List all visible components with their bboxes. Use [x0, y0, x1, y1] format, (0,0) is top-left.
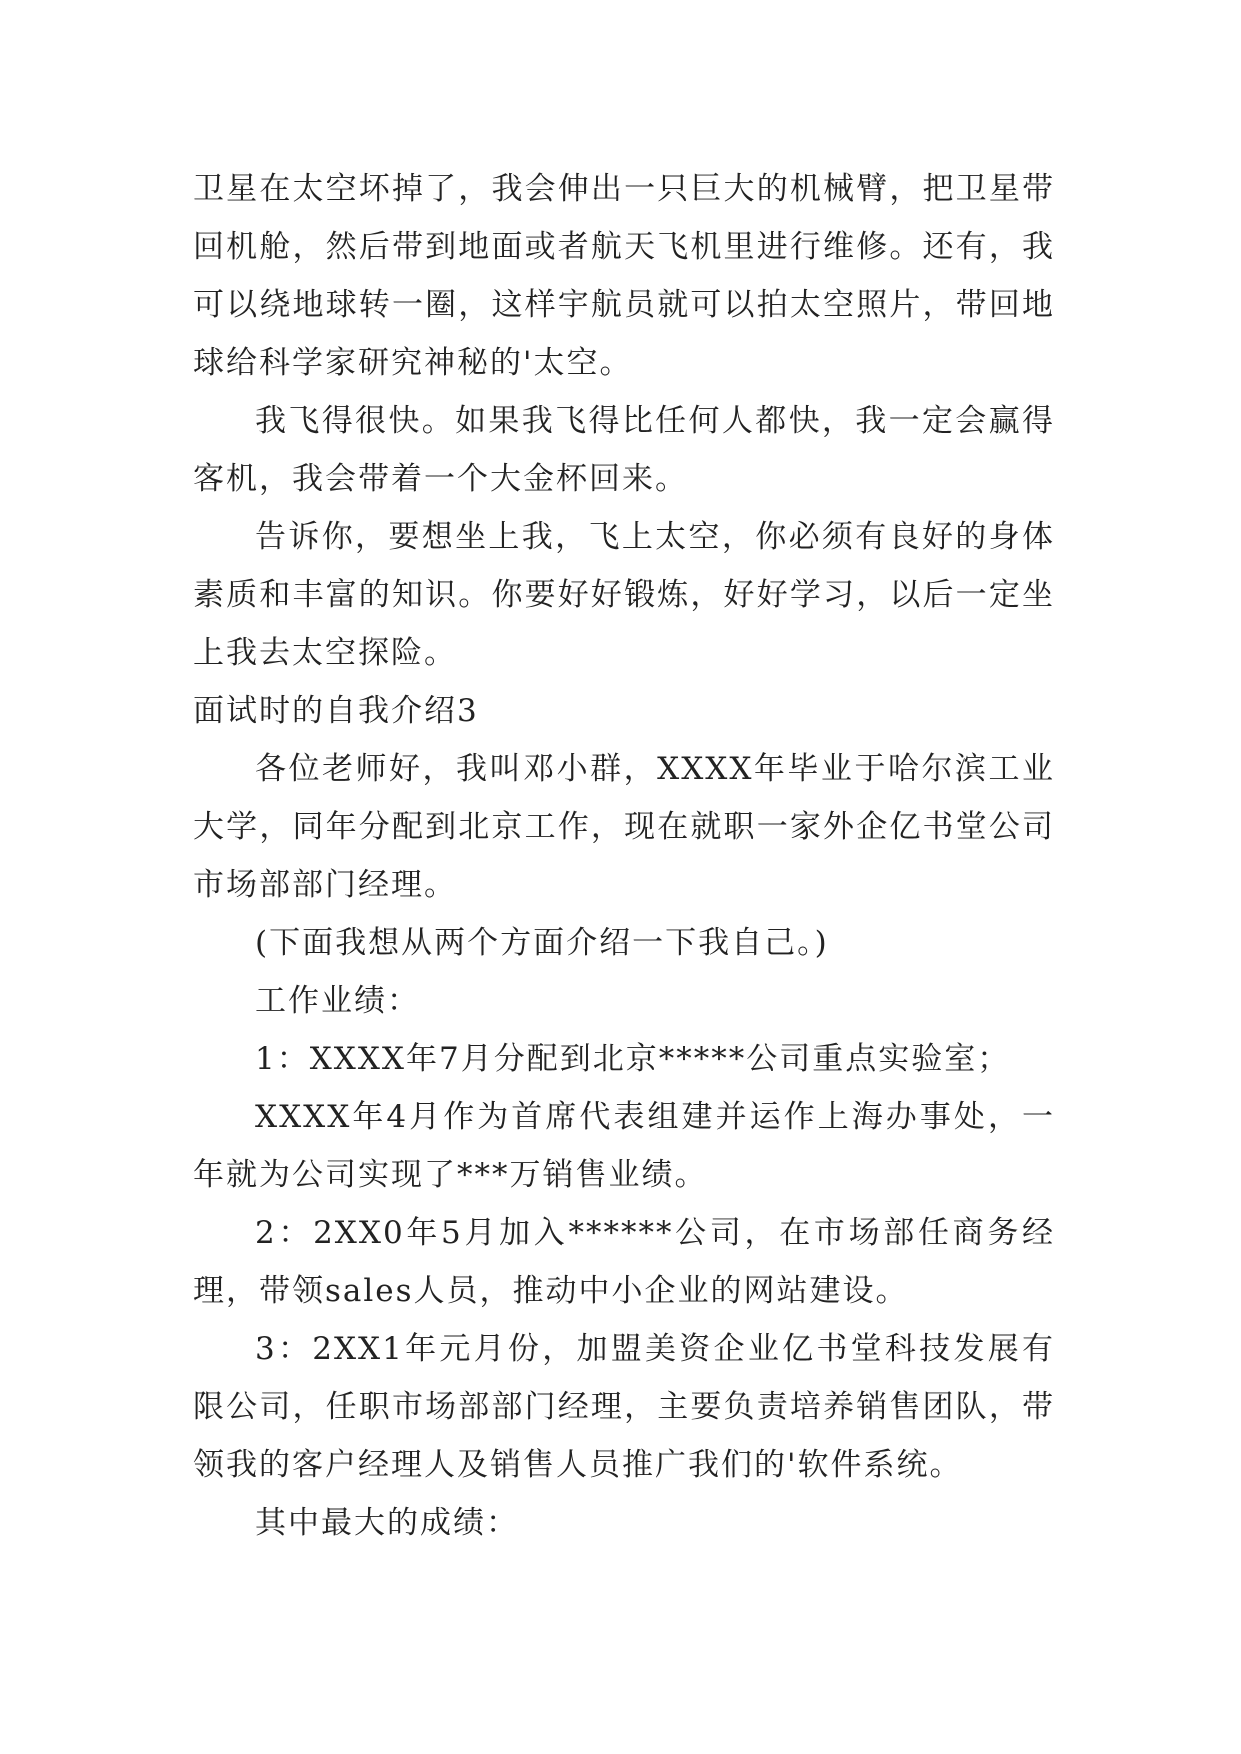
body-paragraph: 我飞得很快。如果我飞得比任何人都快，我一定会赢得客机，我会带着一个大金杯回来。 — [193, 403, 1055, 497]
section-heading: 面试时的自我介绍3 — [193, 693, 479, 729]
body-paragraph: 2：2XX0年5月加入******公司，在市场部任商务经理，带领sales人员，推动中小企业的网站建设。 — [193, 1215, 1055, 1309]
body-paragraph: 告诉你，要想坐上我，飞上太空，你必须有良好的身体素质和丰富的知识。你要好好锻炼，好好学习，以后一定坐上我去太空探险。 — [193, 519, 1055, 671]
document-body — [193, 160, 1055, 1552]
body-paragraph: 1：XXXX年7月分配到北京*****公司重点实验室； — [255, 1041, 1011, 1077]
body-paragraph: (下面我想从两个方面介绍一下我自己。) — [255, 925, 829, 961]
body-paragraph: 工作业绩： — [255, 983, 420, 1019]
body-paragraph: 其中最大的成绩： — [255, 1505, 519, 1541]
body-paragraph: 3：2XX1年元月份，加盟美资企业亿书堂科技发展有限公司，任职市场部部门经理，主要负责培养销售团队，带领我的客户经理人及销售人员推广我们的'软件系统。 — [193, 1331, 1055, 1483]
body-paragraph: 卫星在太空坏掉了，我会伸出一只巨大的机械臂，把卫星带回机舱，然后带到地面或者航天飞机里进行维修。还有，我可以绕地球转一圈，这样宇航员就可以拍太空照片，带回地球给科学家研究神秘的'太空。 — [193, 171, 1055, 381]
body-paragraph: 各位老师好，我叫邓小群，XXXX年毕业于哈尔滨工业大学，同年分配到北京工作，现在就职一家外企亿书堂公司市场部部门经理。 — [193, 751, 1055, 903]
body-paragraph: XXXX年4月作为首席代表组建并运作上海办事处，一年就为公司实现了***万销售业绩。 — [193, 1099, 1055, 1193]
